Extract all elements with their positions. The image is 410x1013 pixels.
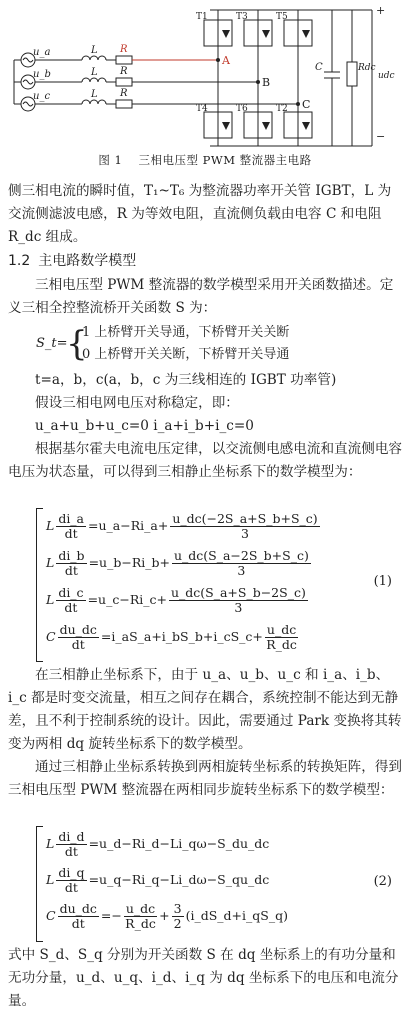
dc-voltage-label: udc (378, 71, 395, 81)
node-label-b: B (262, 76, 271, 89)
equation-2-number: (2) (373, 874, 392, 889)
paragraph-4: 根据基尔霍夫电流电压定律，以交流侧电感电流和直流侧电容电压为状态量，可以得到三相静止坐标系下的数学模型为： (8, 441, 403, 480)
switch-note: t=a，b，c(a，b，c 为三线相连的 IGBT 功率管) (35, 372, 337, 388)
inductor-label-b: L (91, 67, 98, 78)
symmetry-equation: u_a+u_b+u_c=0 i_a+i_b+i_c=0 (35, 418, 254, 434)
switch-label-t1: T1 (196, 12, 208, 22)
switch-label-t4: T4 (196, 104, 208, 114)
plus-label: + (376, 4, 386, 17)
paragraph-block-3 (8, 664, 404, 802)
brace-icon: { (66, 324, 88, 364)
equation-1-brace (36, 508, 43, 662)
node-label-a: A (222, 54, 230, 67)
switch-case-1: 1 上桥臂开关导通，下桥臂开关关断 (82, 325, 290, 340)
equation-2-row-d: L $\frac{di\_d}{dt}$ =u_d−Ri_d−Li_qω−S_du_dc (46, 829, 270, 859)
source-label-b: u_b (33, 69, 51, 80)
inductor-label-c: L (91, 89, 98, 100)
paragraph-block-4 (8, 944, 404, 1013)
capacitor-label: C (315, 62, 323, 73)
pwm-rectifier-circuit-diagram (0, 0, 410, 148)
switch-label-t5: T5 (276, 12, 288, 22)
paragraph-3: 假设三相电网电压对称稳定，即： (35, 395, 239, 411)
inductor-label-a: L (91, 45, 98, 56)
source-label-a: u_a (33, 47, 51, 58)
equation-2-brace (36, 826, 43, 942)
figure-caption (0, 152, 410, 168)
paragraph-1: 侧三相电流的瞬时值，T₁~T₆ 为整流器功率开关管 IGBT，L 为交流侧滤波电感，R 为等效电阻，直流侧负载由电容 C 和电阻 R_dc 组成。 (8, 183, 392, 245)
source-label-c: u_c (33, 91, 51, 102)
node-label-c: C (302, 98, 311, 111)
figure-number: 图 1 (98, 153, 123, 167)
paragraph-7: 式中 S_d、S_q 分别为开关函数 S 在 dq 坐标系上的有功分量和无功分量，u_d、u_q、i_d、i_q 为 dq 坐标系下的电压和电流分量。 (8, 947, 399, 1009)
resistor-label-b: R (120, 66, 128, 77)
figure-caption-text: 三相电压型 PWM 整流器主电路 (138, 153, 312, 167)
switch-label-t3: T3 (236, 12, 248, 22)
switch-label-t2: T2 (276, 104, 288, 114)
equation-1-row-dc: C $\frac{du\_dc}{dt}$ =i_aS_a+i_bS_b+i_cS_c+ $\frac{u\_dc}{R\_dc}$ (46, 622, 297, 652)
paragraph-2: 三相电压型 PWM 整流器的数学模型采用开关函数描述。定义三相全控整流桥开关函数 S 为： (8, 277, 394, 316)
load-label: Rdc (358, 63, 376, 73)
equation-1-row-b: L $\frac{di\_b}{dt}$ =u_b−Ri_b+ $\frac{u\_dc(S\_a-2S\_b+S\_c)}{3}$ (46, 548, 309, 578)
resistor-label-c: R (120, 88, 128, 99)
paragraph-1-block (8, 180, 404, 320)
section-heading (8, 250, 404, 273)
equation-2-row-dc: C $\frac{du\_dc}{dt}$ =− $\frac{u\_dc}{R\_dc}$ + $\frac{3}{2}$ (i_dS_d+i_qS_q) (46, 901, 288, 931)
switch-case-0: 0 上桥臂开关关断，下桥臂开关导通 (82, 347, 290, 362)
switch-label-t6: T6 (236, 104, 248, 114)
switch-function-lhs: S_t= (36, 336, 68, 351)
equation-2-row-q: L $\frac{di\_q}{dt}$ =u_q−Ri_q−Li_dω−S_qu_dc (46, 865, 270, 895)
paragraph-block-2 (8, 369, 404, 484)
paragraph-5: 在三相静止坐标系下，由于 u_a、u_b、u_c 和 i_a、i_b、i_c 都是时变交流量，相互之间存在耦合，系统控制不能达到无静差，且不利于控制系统的设计。因此，需要通过 Park 变换将其转变为两相 dq 旋转坐标系下的数学模型。 (8, 667, 402, 752)
equation-1-row-a: L $\frac{di\_a}{dt}$ =u_a−Ri_a+ $\frac{u\_dc(-2S\_a+S\_b+S\_c)}{3}$ (46, 511, 318, 541)
resistor-label-a: R (120, 44, 128, 55)
minus-label: − (376, 130, 386, 143)
paragraph-6: 通过三相静止坐标系转换到两相旋转坐标系的转换矩阵，得到三相电压型 PWM 整流器在两相同步旋转坐标系下的数学模型： (8, 759, 403, 798)
section-number: 1.2 (8, 253, 31, 269)
section-title: 主电路数学模型 (38, 253, 137, 269)
equation-1-number: (1) (373, 574, 392, 589)
equation-1-row-c: L $\frac{di\_c}{dt}$ =u_c−Ri_c+ $\frac{u\_dc(S\_a+S\_b-2S\_c)}{3}$ (46, 585, 306, 615)
